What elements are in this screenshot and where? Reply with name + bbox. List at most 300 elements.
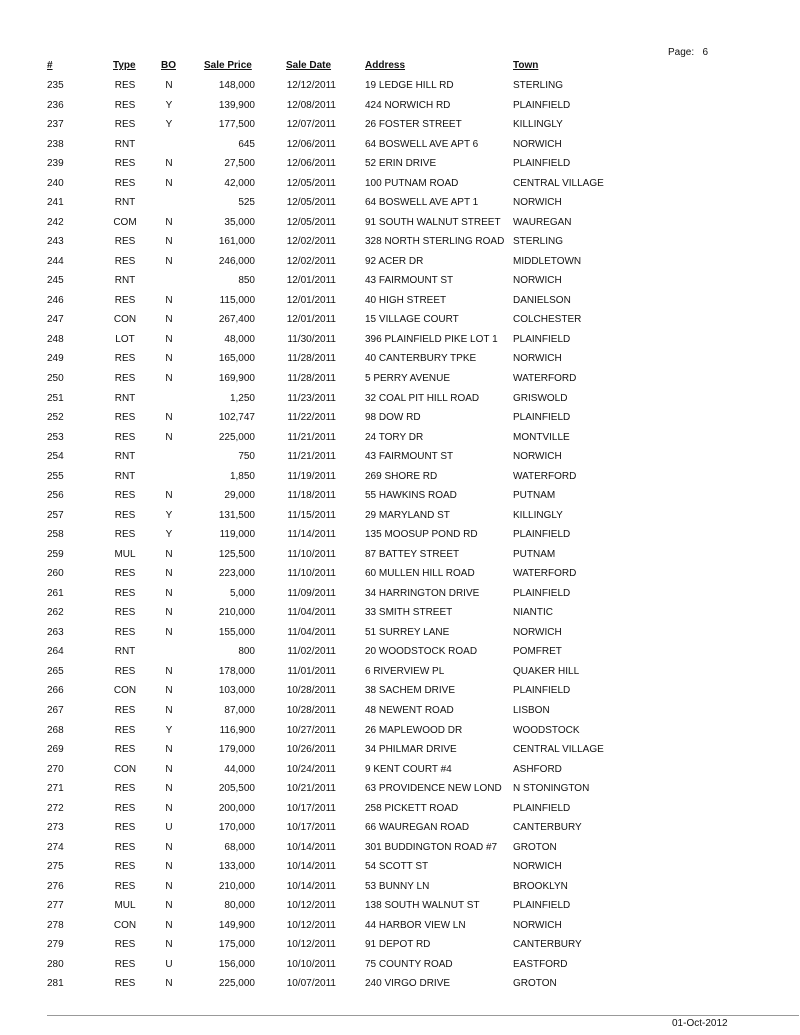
cell-num: 237 (47, 119, 64, 131)
cell-num: 278 (47, 919, 64, 931)
cell-bo: U (165, 822, 173, 834)
cell-addr: 34 PHILMAR DRIVE (365, 744, 457, 756)
cell-price: 246,000 (218, 255, 255, 267)
cell-num: 246 (47, 294, 64, 306)
cell-town: KILLINGLY (513, 509, 563, 521)
cell-date: 12/06/2011 (286, 138, 336, 150)
cell-num: 249 (47, 353, 64, 365)
cell-type: RNT (114, 392, 136, 404)
cell-price: 267,400 (218, 314, 255, 326)
cell-town: MONTVILLE (513, 431, 570, 443)
cell-town: NIANTIC (513, 607, 553, 619)
cell-date: 12/05/2011 (286, 197, 336, 209)
cell-num: 270 (47, 763, 64, 775)
cell-num: 262 (47, 607, 64, 619)
cell-date: 11/28/2011 (287, 353, 336, 365)
cell-type: RES (114, 939, 136, 951)
cell-price: 42,000 (224, 177, 255, 189)
cell-price: 148,000 (218, 80, 255, 91)
cell-addr: 396 PLAINFIELD PIKE LOT 1 (365, 333, 498, 345)
cell-date: 10/14/2011 (286, 880, 336, 892)
cell-addr: 328 NORTH STERLING ROAD (365, 236, 505, 248)
cell-town: PUTNAM (513, 490, 556, 502)
page-label: Page: (668, 47, 695, 58)
cell-addr: 51 SURREY LANE (365, 626, 450, 638)
cell-price: 179,000 (218, 744, 255, 756)
cell-date: 11/01/2011 (287, 665, 336, 677)
cell-town: PLAINFIELD (513, 685, 571, 697)
cell-date: 10/07/2011 (286, 978, 336, 990)
cell-price: 169,900 (218, 372, 255, 384)
cell-price: 102,747 (218, 412, 255, 424)
cell-addr: 138 SOUTH WALNUT ST (365, 900, 480, 912)
cell-date: 11/04/2011 (287, 607, 336, 619)
cell-town: MIDDLETOWN (513, 255, 582, 267)
cell-type: RES (114, 490, 136, 502)
cell-num: 235 (47, 80, 64, 91)
table-row (0, 451, 800, 471)
cell-bo: N (165, 665, 173, 677)
table-row (0, 588, 800, 608)
cell-type: RES (114, 509, 136, 521)
cell-town: PLAINFIELD (513, 158, 571, 170)
table-header (0, 60, 800, 74)
cell-date: 11/21/2011 (287, 451, 336, 463)
cell-addr: 424 NORWICH RD (365, 99, 451, 111)
cell-town: WATERFORD (513, 372, 577, 384)
cell-addr: 269 SHORE RD (365, 470, 438, 482)
cell-bo: U (165, 958, 173, 970)
cell-type: CON (113, 919, 137, 931)
cell-price: 178,000 (218, 665, 255, 677)
table-row (0, 471, 800, 491)
table-row (0, 158, 800, 178)
cell-num: 268 (47, 724, 64, 736)
cell-num: 260 (47, 568, 64, 580)
table-row (0, 353, 800, 373)
cell-type: RES (114, 587, 136, 599)
cell-type: RES (114, 529, 136, 541)
cell-type: RES (114, 802, 136, 814)
table-row (0, 80, 800, 100)
cell-date: 12/02/2011 (286, 255, 336, 267)
cell-date: 12/07/2011 (286, 119, 336, 131)
cell-bo: N (165, 763, 173, 775)
cell-type: RES (114, 744, 136, 756)
cell-bo: N (165, 372, 173, 384)
cell-bo: Y (165, 529, 173, 541)
cell-date: 12/08/2011 (286, 99, 336, 111)
cell-date: 11/19/2011 (287, 470, 336, 482)
cell-num: 247 (47, 314, 64, 326)
cell-num: 250 (47, 372, 64, 384)
cell-addr: 5 PERRY AVENUE (365, 372, 451, 384)
cell-num: 252 (47, 412, 64, 424)
cell-addr: 64 BOSWELL AVE APT 6 (365, 138, 479, 150)
cell-date: 10/24/2011 (286, 763, 336, 775)
table-row (0, 334, 800, 354)
cell-price: 205,500 (218, 783, 255, 795)
cell-bo: N (165, 978, 173, 990)
cell-date: 10/28/2011 (286, 705, 336, 716)
table-row (0, 607, 800, 627)
cell-bo: N (165, 236, 173, 248)
cell-addr: 29 MARYLAND ST (365, 509, 450, 521)
cell-town: PLAINFIELD (513, 529, 571, 541)
cell-type: RNT (114, 138, 136, 150)
cell-town: NORWICH (513, 626, 562, 638)
cell-price: 29,000 (224, 490, 255, 502)
cell-num: 266 (47, 685, 64, 697)
table-row (0, 685, 800, 705)
cell-num: 264 (47, 646, 64, 658)
cell-bo: N (165, 294, 173, 306)
cell-type: MUL (114, 900, 136, 912)
page-value: 6 (702, 47, 709, 58)
cell-addr: 24 TORY DR (365, 431, 424, 443)
cell-addr: 19 LEDGE HILL RD (365, 80, 454, 91)
cell-addr: 98 DOW RD (365, 412, 421, 424)
cell-town: PLAINFIELD (513, 333, 571, 345)
cell-date: 11/28/2011 (287, 372, 336, 384)
cell-date: 11/09/2011 (287, 587, 336, 599)
cell-date: 10/12/2011 (286, 919, 336, 931)
cell-type: COM (113, 216, 137, 228)
cell-type: RNT (114, 451, 136, 463)
table-row (0, 217, 800, 237)
cell-town: NORWICH (513, 197, 562, 209)
cell-town: ASHFORD (513, 763, 562, 775)
cell-date: 11/04/2011 (287, 626, 336, 638)
cell-num: 241 (47, 197, 64, 209)
cell-town: POMFRET (513, 646, 562, 658)
cell-price: 27,500 (224, 158, 255, 170)
cell-price: 1,850 (229, 470, 255, 482)
cell-price: 161,000 (218, 236, 255, 248)
cell-num: 244 (47, 255, 64, 267)
cell-type: MUL (114, 548, 136, 560)
cell-price: 87,000 (224, 705, 255, 716)
cell-num: 243 (47, 236, 64, 248)
table-row (0, 939, 800, 959)
table-row (0, 139, 800, 159)
cell-town: BROOKLYN (513, 880, 568, 892)
cell-type: RES (114, 841, 136, 853)
cell-addr: 240 VIRGO DRIVE (365, 978, 451, 990)
cell-price: 156,000 (218, 958, 255, 970)
cell-num: 253 (47, 431, 64, 443)
cell-date: 11/14/2011 (287, 529, 336, 541)
cell-type: RES (114, 607, 136, 619)
cell-town: CENTRAL VILLAGE (513, 744, 604, 756)
cell-bo: N (165, 919, 173, 931)
cell-bo: N (165, 353, 173, 365)
cell-town: PLAINFIELD (513, 900, 571, 912)
cell-num: 256 (47, 490, 64, 502)
cell-town: STERLING (513, 236, 564, 248)
cell-town: CANTERBURY (513, 822, 582, 834)
cell-type: CON (113, 763, 137, 775)
cell-type: RES (114, 958, 136, 970)
cell-bo: N (165, 880, 173, 892)
table-row (0, 744, 800, 764)
cell-price: 149,900 (218, 919, 255, 931)
sales-table (0, 80, 800, 998)
cell-num: 261 (47, 587, 64, 599)
cell-price: 5,000 (229, 587, 255, 599)
cell-addr: 52 ERIN DRIVE (365, 158, 437, 170)
cell-town: PLAINFIELD (513, 99, 571, 111)
cell-town: NORWICH (513, 138, 562, 150)
cell-bo: Y (165, 724, 173, 736)
table-row (0, 920, 800, 940)
cell-bo: N (165, 685, 173, 697)
header-town: Town (513, 60, 539, 71)
cell-type: RES (114, 665, 136, 677)
cell-addr: 32 COAL PIT HILL ROAD (365, 392, 480, 404)
cell-date: 12/05/2011 (286, 216, 336, 228)
cell-addr: 38 SACHEM DRIVE (365, 685, 456, 697)
cell-bo: N (165, 548, 173, 560)
table-row (0, 314, 800, 334)
cell-type: RES (114, 372, 136, 384)
cell-num: 272 (47, 802, 64, 814)
cell-price: 165,000 (218, 353, 255, 365)
cell-town: EASTFORD (513, 958, 568, 970)
cell-addr: 92 ACER DR (365, 255, 424, 267)
cell-town: GROTON (513, 978, 557, 990)
cell-addr: 34 HARRINGTON DRIVE (365, 587, 480, 599)
table-row (0, 725, 800, 745)
cell-bo: N (165, 216, 173, 228)
cell-type: RES (114, 80, 136, 91)
cell-bo: N (165, 255, 173, 267)
cell-price: 103,000 (218, 685, 255, 697)
cell-date: 10/12/2011 (286, 900, 336, 912)
footer-divider (47, 1015, 799, 1016)
cell-type: RES (114, 978, 136, 990)
cell-type: RES (114, 177, 136, 189)
cell-addr: 40 HIGH STREET (365, 294, 447, 306)
cell-bo: N (165, 900, 173, 912)
cell-addr: 26 MAPLEWOOD DR (365, 724, 463, 736)
cell-addr: 64 BOSWELL AVE APT 1 (365, 197, 479, 209)
cell-num: 251 (47, 392, 64, 404)
cell-bo: Y (165, 509, 173, 521)
cell-bo: N (165, 939, 173, 951)
cell-addr: 48 NEWENT ROAD (365, 705, 454, 716)
cell-bo: N (165, 490, 173, 502)
cell-date: 11/21/2011 (287, 431, 336, 443)
cell-addr: 53 BUNNY LN (365, 880, 430, 892)
cell-price: 200,000 (218, 802, 255, 814)
cell-type: RES (114, 783, 136, 795)
cell-num: 271 (47, 783, 64, 795)
table-row (0, 842, 800, 862)
cell-bo: Y (165, 99, 173, 111)
cell-date: 10/21/2011 (286, 783, 336, 795)
cell-date: 10/17/2011 (286, 822, 336, 834)
cell-num: 245 (47, 275, 64, 287)
table-row (0, 256, 800, 276)
cell-num: 273 (47, 822, 64, 834)
cell-num: 240 (47, 177, 64, 189)
table-row (0, 568, 800, 588)
table-row (0, 705, 800, 725)
table-row (0, 627, 800, 647)
table-row (0, 393, 800, 413)
cell-town: N STONINGTON (513, 783, 590, 795)
cell-num: 242 (47, 216, 64, 228)
cell-town: NORWICH (513, 919, 562, 931)
cell-price: 210,000 (218, 607, 255, 619)
cell-date: 12/06/2011 (286, 158, 336, 170)
cell-num: 277 (47, 900, 64, 912)
table-row (0, 412, 800, 432)
cell-town: KILLINGLY (513, 119, 563, 131)
table-row (0, 510, 800, 530)
cell-type: RES (114, 236, 136, 248)
cell-num: 257 (47, 509, 64, 521)
cell-num: 255 (47, 470, 64, 482)
header-bo: BO (161, 60, 176, 71)
cell-date: 11/02/2011 (287, 646, 336, 658)
cell-type: RES (114, 568, 136, 580)
cell-type: RES (114, 431, 136, 443)
cell-type: RES (114, 158, 136, 170)
cell-addr: 43 FAIRMOUNT ST (365, 451, 454, 463)
cell-num: 267 (47, 705, 64, 716)
cell-num: 239 (47, 158, 64, 170)
cell-price: 1,250 (229, 392, 255, 404)
cell-type: RES (114, 880, 136, 892)
cell-bo: N (165, 568, 173, 580)
cell-addr: 54 SCOTT ST (365, 861, 429, 873)
cell-addr: 258 PICKETT ROAD (365, 802, 459, 814)
cell-date: 11/10/2011 (287, 568, 336, 580)
cell-price: 155,000 (218, 626, 255, 638)
cell-date: 11/22/2011 (287, 412, 336, 424)
cell-addr: 63 PROVIDENCE NEW LOND (365, 783, 502, 795)
cell-num: 275 (47, 861, 64, 873)
cell-bo: N (165, 783, 173, 795)
table-row (0, 373, 800, 393)
cell-town: DANIELSON (513, 294, 571, 306)
cell-price: 645 (238, 138, 255, 150)
cell-price: 133,000 (218, 861, 255, 873)
cell-addr: 9 KENT COURT #4 (365, 763, 452, 775)
cell-bo: N (165, 158, 173, 170)
cell-town: NORWICH (513, 353, 562, 365)
cell-addr: 33 SMITH STREET (365, 607, 453, 619)
cell-addr: 91 DEPOT RD (365, 939, 431, 951)
cell-date: 10/14/2011 (286, 841, 336, 853)
table-row (0, 178, 800, 198)
header-type: Type (113, 60, 136, 71)
cell-addr: 40 CANTERBURY TPKE (365, 353, 477, 365)
cell-bo: Y (165, 119, 173, 131)
cell-town: LISBON (513, 705, 550, 716)
cell-addr: 75 COUNTY ROAD (365, 958, 453, 970)
table-row (0, 803, 800, 823)
header-num: # (47, 60, 53, 71)
table-row (0, 295, 800, 315)
cell-town: NORWICH (513, 451, 562, 463)
table-row (0, 783, 800, 803)
cell-town: NORWICH (513, 275, 562, 287)
cell-date: 10/28/2011 (286, 685, 336, 697)
cell-num: 248 (47, 333, 64, 345)
cell-num: 269 (47, 744, 64, 756)
cell-num: 238 (47, 138, 64, 150)
table-row (0, 432, 800, 452)
cell-num: 263 (47, 626, 64, 638)
cell-town: NORWICH (513, 861, 562, 873)
cell-type: RES (114, 822, 136, 834)
cell-addr: 6 RIVERVIEW PL (365, 665, 445, 677)
cell-bo: N (165, 861, 173, 873)
cell-type: RES (114, 99, 136, 111)
cell-town: WAUREGAN (513, 216, 572, 228)
cell-bo: N (165, 333, 173, 345)
cell-town: WATERFORD (513, 568, 577, 580)
cell-price: 225,000 (218, 978, 255, 990)
cell-num: 279 (47, 939, 64, 951)
cell-addr: 301 BUDDINGTON ROAD #7 (365, 841, 498, 853)
cell-town: QUAKER HILL (513, 665, 580, 677)
cell-price: 225,000 (218, 431, 255, 443)
table-row (0, 764, 800, 784)
table-row (0, 822, 800, 842)
cell-bo: N (165, 587, 173, 599)
cell-price: 800 (238, 646, 255, 658)
cell-date: 11/23/2011 (287, 392, 336, 404)
cell-bo: N (165, 802, 173, 814)
cell-addr: 135 MOOSUP POND RD (365, 529, 478, 541)
cell-date: 12/05/2011 (286, 177, 336, 189)
cell-bo: N (165, 607, 173, 619)
cell-town: CANTERBURY (513, 939, 582, 951)
cell-addr: 60 MULLEN HILL ROAD (365, 568, 475, 580)
cell-price: 44,000 (224, 763, 255, 775)
cell-num: 280 (47, 958, 64, 970)
cell-bo: N (165, 705, 173, 716)
cell-price: 125,500 (218, 548, 255, 560)
cell-date: 10/26/2011 (286, 744, 336, 756)
cell-date: 10/12/2011 (286, 939, 336, 951)
cell-type: RES (114, 705, 136, 716)
cell-bo: N (165, 177, 173, 189)
table-row (0, 100, 800, 120)
cell-type: RES (114, 119, 136, 131)
cell-bo: N (165, 841, 173, 853)
cell-price: 68,000 (224, 841, 255, 853)
table-row (0, 959, 800, 979)
cell-num: 236 (47, 99, 64, 111)
cell-town: COLCHESTER (513, 314, 582, 326)
table-row (0, 978, 800, 998)
cell-date: 11/18/2011 (287, 490, 336, 502)
cell-bo: N (165, 431, 173, 443)
cell-type: RES (114, 294, 136, 306)
cell-addr: 44 HARBOR VIEW LN (365, 919, 466, 931)
table-row (0, 119, 800, 139)
cell-town: PLAINFIELD (513, 587, 571, 599)
cell-date: 12/01/2011 (286, 314, 336, 326)
cell-price: 210,000 (218, 880, 255, 892)
table-row (0, 275, 800, 295)
cell-type: LOT (115, 333, 135, 345)
